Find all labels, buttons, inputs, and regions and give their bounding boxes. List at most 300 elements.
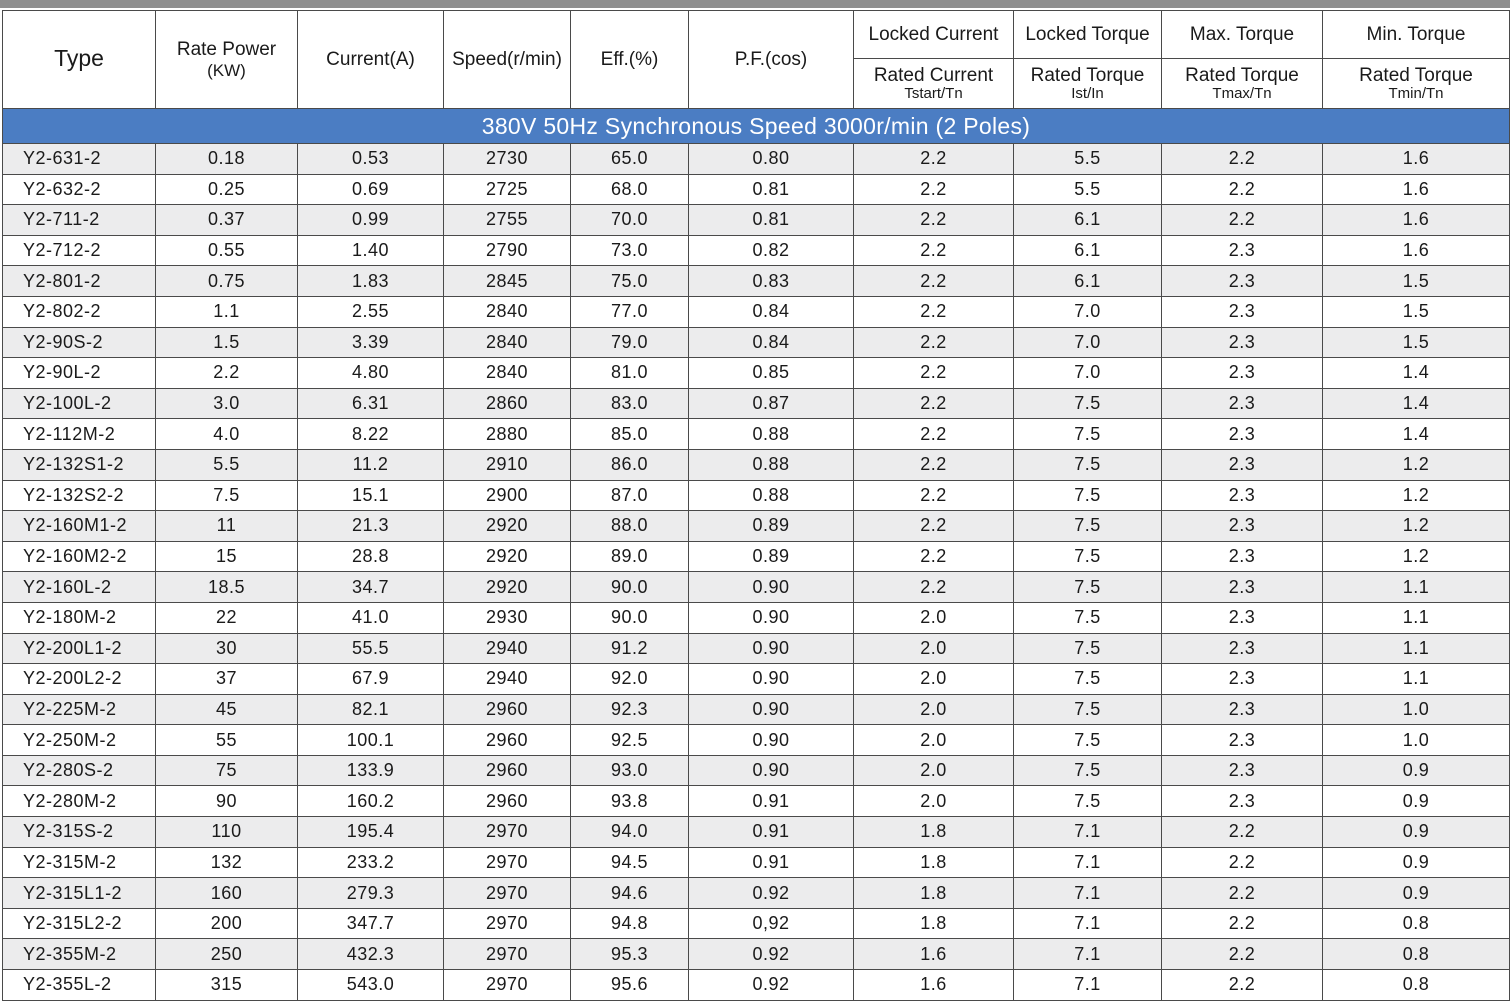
cell-locked-current: 2.2: [854, 327, 1014, 358]
cell-type: Y2-315L2-2: [3, 908, 156, 939]
cell-locked-torque: 7.5: [1014, 480, 1162, 511]
cell-eff: 89.0: [571, 541, 689, 572]
header-locked-torque-sub: Ist/In: [1071, 84, 1104, 102]
cell-locked-torque: 7.5: [1014, 602, 1162, 633]
cell-pf: 0.90: [689, 664, 854, 695]
cell-max-torque: 2.2: [1162, 908, 1323, 939]
cell-speed: 2840: [444, 358, 571, 389]
cell-locked-torque: 6.1: [1014, 205, 1162, 236]
cell-min-torque: 1.6: [1323, 235, 1510, 266]
cell-min-torque: 0.9: [1323, 847, 1510, 878]
cell-speed: 2730: [444, 144, 571, 175]
cell-eff: 70.0: [571, 205, 689, 236]
cell-current: 67.9: [298, 664, 444, 695]
cell-locked-current: 2.2: [854, 480, 1014, 511]
cell-max-torque: 2.3: [1162, 419, 1323, 450]
cell-max-torque: 2.2: [1162, 817, 1323, 848]
cell-min-torque: 1.1: [1323, 664, 1510, 695]
cell-max-torque: 2.3: [1162, 694, 1323, 725]
cell-speed: 2725: [444, 174, 571, 205]
cell-rate-power: 1.5: [156, 327, 298, 358]
cell-eff: 79.0: [571, 327, 689, 358]
cell-speed: 2860: [444, 388, 571, 419]
table-row: [3, 755, 1510, 786]
cell-speed: 2845: [444, 266, 571, 297]
cell-min-torque: 1.6: [1323, 205, 1510, 236]
cell-speed: 2920: [444, 572, 571, 603]
header-speed-label: Speed(r/min): [452, 49, 562, 70]
table-row: [3, 694, 1510, 725]
table-row: [3, 388, 1510, 419]
cell-pf: 0.81: [689, 174, 854, 205]
header-current-label: Current(A): [326, 49, 415, 70]
cell-current: 543.0: [298, 970, 444, 1001]
cell-current: 2.55: [298, 296, 444, 327]
cell-rate-power: 315: [156, 970, 298, 1001]
cell-eff: 94.8: [571, 908, 689, 939]
cell-eff: 92.5: [571, 725, 689, 756]
cell-locked-torque: 7.0: [1014, 327, 1162, 358]
cell-current: 3.39: [298, 327, 444, 358]
cell-min-torque: 1.5: [1323, 296, 1510, 327]
cell-min-torque: 1.4: [1323, 388, 1510, 419]
header-eff-label: Eff.(%): [600, 49, 659, 70]
header-min-torque-bottom: [1323, 59, 1510, 109]
cell-pf: 0.91: [689, 817, 854, 848]
cell-rate-power: 5.5: [156, 449, 298, 480]
cell-locked-current: 2.2: [854, 419, 1014, 450]
cell-locked-torque: 7.5: [1014, 449, 1162, 480]
header-rate-power-line1: Rate Power: [176, 38, 277, 60]
cell-speed: 2960: [444, 694, 571, 725]
table-row: [3, 266, 1510, 297]
table-row: [3, 541, 1510, 572]
cell-type: Y2-632-2: [3, 174, 156, 205]
table-row: [3, 939, 1510, 970]
cell-pf: 0.81: [689, 205, 854, 236]
table-row: [3, 449, 1510, 480]
cell-eff: 95.3: [571, 939, 689, 970]
table-row: [3, 664, 1510, 695]
cell-speed: 2970: [444, 847, 571, 878]
cell-current: 28.8: [298, 541, 444, 572]
cell-eff: 94.6: [571, 878, 689, 909]
table-row: [3, 144, 1510, 175]
cell-min-torque: 1.1: [1323, 602, 1510, 633]
cell-type: Y2-711-2: [3, 205, 156, 236]
cell-current: 34.7: [298, 572, 444, 603]
cell-max-torque: 2.2: [1162, 970, 1323, 1001]
cell-pf: 0.90: [689, 694, 854, 725]
header-max-torque-ratio: Rated Torque: [1185, 64, 1299, 86]
cell-min-torque: 1.2: [1323, 511, 1510, 542]
cell-locked-current: 2.0: [854, 786, 1014, 817]
header-eff: [571, 11, 689, 109]
cell-speed: 2920: [444, 541, 571, 572]
cell-min-torque: 1.4: [1323, 358, 1510, 389]
header-rate-power: [156, 11, 298, 109]
table-row: [3, 174, 1510, 205]
cell-eff: 65.0: [571, 144, 689, 175]
cell-locked-current: 2.2: [854, 144, 1014, 175]
cell-type: Y2-225M-2: [3, 694, 156, 725]
cell-max-torque: 2.2: [1162, 847, 1323, 878]
cell-max-torque: 2.2: [1162, 939, 1323, 970]
cell-locked-current: 2.0: [854, 755, 1014, 786]
cell-locked-torque: 7.5: [1014, 755, 1162, 786]
header-max-torque-sub: Tmax/Tn: [1212, 84, 1272, 102]
cell-min-torque: 1.2: [1323, 480, 1510, 511]
cell-eff: 87.0: [571, 480, 689, 511]
cell-rate-power: 0.25: [156, 174, 298, 205]
cell-current: 100.1: [298, 725, 444, 756]
cell-current: 4.80: [298, 358, 444, 389]
cell-locked-current: 2.2: [854, 388, 1014, 419]
cell-min-torque: 1.0: [1323, 725, 1510, 756]
cell-eff: 68.0: [571, 174, 689, 205]
motor-spec-table: [2, 10, 1510, 1001]
cell-pf: 0.88: [689, 419, 854, 450]
cell-min-torque: 0.9: [1323, 817, 1510, 848]
cell-locked-current: 2.2: [854, 266, 1014, 297]
cell-type: Y2-180M-2: [3, 602, 156, 633]
cell-speed: 2790: [444, 235, 571, 266]
cell-max-torque: 2.3: [1162, 541, 1323, 572]
cell-locked-torque: 7.1: [1014, 817, 1162, 848]
cell-speed: 2960: [444, 786, 571, 817]
cell-max-torque: 2.3: [1162, 786, 1323, 817]
cell-max-torque: 2.3: [1162, 449, 1323, 480]
cell-pf: 0.92: [689, 970, 854, 1001]
cell-type: Y2-90S-2: [3, 327, 156, 358]
cell-type: Y2-280M-2: [3, 786, 156, 817]
cell-max-torque: 2.3: [1162, 388, 1323, 419]
cell-pf: 0.89: [689, 541, 854, 572]
cell-locked-current: 1.8: [854, 847, 1014, 878]
cell-type: Y2-90L-2: [3, 358, 156, 389]
cell-locked-torque: 5.5: [1014, 144, 1162, 175]
table-row: [3, 235, 1510, 266]
cell-speed: 2940: [444, 664, 571, 695]
cell-type: Y2-631-2: [3, 144, 156, 175]
cell-speed: 2970: [444, 817, 571, 848]
table-body: [3, 109, 1510, 1001]
cell-pf: 0.90: [689, 755, 854, 786]
cell-locked-torque: 7.5: [1014, 419, 1162, 450]
header-min-torque-ratio: Rated Torque: [1359, 64, 1473, 86]
table-row: [3, 725, 1510, 756]
table-row: [3, 511, 1510, 542]
cell-pf: 0.92: [689, 878, 854, 909]
cell-current: 0.69: [298, 174, 444, 205]
cell-min-torque: 1.5: [1323, 266, 1510, 297]
cell-type: Y2-315M-2: [3, 847, 156, 878]
cell-max-torque: 2.3: [1162, 755, 1323, 786]
cell-max-torque: 2.3: [1162, 511, 1323, 542]
cell-eff: 81.0: [571, 358, 689, 389]
cell-current: 41.0: [298, 602, 444, 633]
cell-type: Y2-712-2: [3, 235, 156, 266]
cell-type: Y2-100L-2: [3, 388, 156, 419]
cell-max-torque: 2.3: [1162, 327, 1323, 358]
cell-min-torque: 1.4: [1323, 419, 1510, 450]
table-row: [3, 327, 1510, 358]
cell-current: 160.2: [298, 786, 444, 817]
table-header: [3, 11, 1510, 109]
cell-speed: 2970: [444, 939, 571, 970]
table-row: [3, 817, 1510, 848]
cell-locked-torque: 7.5: [1014, 633, 1162, 664]
cell-locked-torque: 7.5: [1014, 511, 1162, 542]
cell-current: 82.1: [298, 694, 444, 725]
header-locked-current-sub: Tstart/Tn: [904, 84, 963, 102]
cell-min-torque: 1.2: [1323, 449, 1510, 480]
cell-pf: 0.89: [689, 511, 854, 542]
cell-locked-torque: 6.1: [1014, 266, 1162, 297]
cell-current: 55.5: [298, 633, 444, 664]
header-type: [3, 11, 156, 109]
cell-locked-current: 1.8: [854, 817, 1014, 848]
table-row: [3, 633, 1510, 664]
cell-min-torque: 1.6: [1323, 144, 1510, 175]
header-max-torque-top: Max. Torque: [1162, 11, 1323, 59]
cell-current: 133.9: [298, 755, 444, 786]
cell-eff: 93.8: [571, 786, 689, 817]
cell-type: Y2-315L1-2: [3, 878, 156, 909]
cell-type: Y2-355L-2: [3, 970, 156, 1001]
cell-rate-power: 37: [156, 664, 298, 695]
cell-type: Y2-802-2: [3, 296, 156, 327]
cell-rate-power: 15: [156, 541, 298, 572]
cell-type: Y2-200L1-2: [3, 633, 156, 664]
table-row: [3, 970, 1510, 1001]
cell-current: 21.3: [298, 511, 444, 542]
top-border-bar: [0, 0, 1510, 8]
cell-locked-torque: 7.5: [1014, 388, 1162, 419]
cell-locked-current: 2.0: [854, 664, 1014, 695]
cell-rate-power: 0.55: [156, 235, 298, 266]
cell-eff: 88.0: [571, 511, 689, 542]
cell-type: Y2-160M2-2: [3, 541, 156, 572]
cell-min-torque: 0.9: [1323, 755, 1510, 786]
section-band-row: [3, 109, 1510, 144]
cell-locked-torque: 7.0: [1014, 358, 1162, 389]
header-locked-torque-bottom: [1014, 59, 1162, 109]
cell-speed: 2900: [444, 480, 571, 511]
cell-type: Y2-132S2-2: [3, 480, 156, 511]
table-row: [3, 205, 1510, 236]
cell-max-torque: 2.2: [1162, 878, 1323, 909]
cell-rate-power: 0.18: [156, 144, 298, 175]
cell-locked-current: 1.6: [854, 939, 1014, 970]
cell-min-torque: 1.2: [1323, 541, 1510, 572]
cell-pf: 0.88: [689, 449, 854, 480]
cell-type: Y2-801-2: [3, 266, 156, 297]
cell-rate-power: 0.37: [156, 205, 298, 236]
cell-locked-torque: 7.0: [1014, 296, 1162, 327]
cell-locked-current: 2.2: [854, 511, 1014, 542]
cell-locked-torque: 6.1: [1014, 235, 1162, 266]
cell-rate-power: 22: [156, 602, 298, 633]
cell-rate-power: 90: [156, 786, 298, 817]
cell-type: Y2-280S-2: [3, 755, 156, 786]
cell-pf: 0.83: [689, 266, 854, 297]
header-locked-current-ratio: Rated Current: [873, 64, 994, 86]
table-row: [3, 786, 1510, 817]
cell-current: 0.99: [298, 205, 444, 236]
cell-pf: 0.84: [689, 327, 854, 358]
cell-pf: 0.91: [689, 786, 854, 817]
table-row: [3, 296, 1510, 327]
section-title: 380V 50Hz Synchronous Speed 3000r/min (2 Poles): [3, 109, 1510, 144]
cell-type: Y2-112M-2: [3, 419, 156, 450]
cell-max-torque: 2.3: [1162, 266, 1323, 297]
cell-rate-power: 45: [156, 694, 298, 725]
cell-locked-torque: 7.5: [1014, 725, 1162, 756]
cell-min-torque: 1.6: [1323, 174, 1510, 205]
cell-max-torque: 2.3: [1162, 480, 1323, 511]
cell-speed: 2970: [444, 908, 571, 939]
cell-pf: 0.91: [689, 847, 854, 878]
cell-speed: 2940: [444, 633, 571, 664]
header-locked-current-bottom: [854, 59, 1014, 109]
header-min-torque-sub: Tmin/Tn: [1388, 84, 1444, 102]
cell-pf: 0.92: [689, 939, 854, 970]
cell-rate-power: 0.75: [156, 266, 298, 297]
cell-rate-power: 4.0: [156, 419, 298, 450]
cell-current: 347.7: [298, 908, 444, 939]
header-pf: [689, 11, 854, 109]
cell-pf: 0.90: [689, 572, 854, 603]
cell-rate-power: 110: [156, 817, 298, 848]
cell-max-torque: 2.2: [1162, 205, 1323, 236]
cell-type: Y2-200L2-2: [3, 664, 156, 695]
cell-pf: 0.80: [689, 144, 854, 175]
cell-pf: 0.82: [689, 235, 854, 266]
table-row: [3, 602, 1510, 633]
cell-eff: 93.0: [571, 755, 689, 786]
cell-max-torque: 2.3: [1162, 235, 1323, 266]
cell-locked-torque: 7.1: [1014, 878, 1162, 909]
cell-max-torque: 2.3: [1162, 572, 1323, 603]
cell-rate-power: 11: [156, 511, 298, 542]
cell-max-torque: 2.3: [1162, 602, 1323, 633]
cell-rate-power: 250: [156, 939, 298, 970]
cell-rate-power: 7.5: [156, 480, 298, 511]
cell-eff: 83.0: [571, 388, 689, 419]
cell-eff: 90.0: [571, 572, 689, 603]
header-type-label: Type: [54, 45, 104, 71]
cell-eff: 77.0: [571, 296, 689, 327]
cell-min-torque: 1.1: [1323, 633, 1510, 664]
cell-speed: 2970: [444, 970, 571, 1001]
header-rate-power-line2: (KW): [207, 60, 246, 80]
cell-locked-current: 2.2: [854, 296, 1014, 327]
header-max-torque-bottom: [1162, 59, 1323, 109]
cell-locked-current: 1.8: [854, 908, 1014, 939]
cell-speed: 2755: [444, 205, 571, 236]
cell-pf: 0.87: [689, 388, 854, 419]
cell-locked-current: 2.2: [854, 358, 1014, 389]
cell-eff: 75.0: [571, 266, 689, 297]
cell-locked-current: 2.2: [854, 449, 1014, 480]
cell-locked-current: 2.2: [854, 541, 1014, 572]
cell-eff: 86.0: [571, 449, 689, 480]
cell-current: 233.2: [298, 847, 444, 878]
cell-locked-current: 2.2: [854, 572, 1014, 603]
cell-current: 195.4: [298, 817, 444, 848]
cell-current: 1.83: [298, 266, 444, 297]
cell-locked-current: 2.0: [854, 694, 1014, 725]
cell-rate-power: 18.5: [156, 572, 298, 603]
cell-max-torque: 2.3: [1162, 664, 1323, 695]
cell-current: 279.3: [298, 878, 444, 909]
cell-pf: 0.85: [689, 358, 854, 389]
cell-pf: 0,92: [689, 908, 854, 939]
cell-rate-power: 1.1: [156, 296, 298, 327]
cell-eff: 73.0: [571, 235, 689, 266]
cell-eff: 94.5: [571, 847, 689, 878]
cell-min-torque: 1.1: [1323, 572, 1510, 603]
table-row: [3, 358, 1510, 389]
cell-locked-current: 2.0: [854, 725, 1014, 756]
cell-max-torque: 2.3: [1162, 358, 1323, 389]
cell-pf: 0.90: [689, 602, 854, 633]
table-row: [3, 572, 1510, 603]
cell-current: 6.31: [298, 388, 444, 419]
cell-locked-torque: 7.1: [1014, 970, 1162, 1001]
cell-max-torque: 2.2: [1162, 174, 1323, 205]
cell-eff: 94.0: [571, 817, 689, 848]
cell-type: Y2-250M-2: [3, 725, 156, 756]
cell-min-torque: 0.8: [1323, 939, 1510, 970]
header-current: [298, 11, 444, 109]
table-row: [3, 908, 1510, 939]
cell-rate-power: 3.0: [156, 388, 298, 419]
table-row: [3, 878, 1510, 909]
cell-locked-current: 2.2: [854, 205, 1014, 236]
cell-pf: 0.84: [689, 296, 854, 327]
cell-eff: 90.0: [571, 602, 689, 633]
cell-speed: 2920: [444, 511, 571, 542]
cell-eff: 92.0: [571, 664, 689, 695]
cell-locked-torque: 7.5: [1014, 541, 1162, 572]
cell-min-torque: 1.5: [1323, 327, 1510, 358]
cell-type: Y2-355M-2: [3, 939, 156, 970]
header-speed: [444, 11, 571, 109]
cell-locked-torque: 7.1: [1014, 847, 1162, 878]
cell-speed: 2880: [444, 419, 571, 450]
cell-max-torque: 2.3: [1162, 725, 1323, 756]
cell-min-torque: 0.9: [1323, 786, 1510, 817]
cell-speed: 2910: [444, 449, 571, 480]
header-locked-current-top: Locked Current: [854, 11, 1014, 59]
cell-speed: 2960: [444, 755, 571, 786]
cell-speed: 2840: [444, 296, 571, 327]
cell-min-torque: 0.9: [1323, 878, 1510, 909]
header-locked-torque-ratio: Rated Torque: [1030, 64, 1145, 86]
cell-eff: 95.6: [571, 970, 689, 1001]
cell-pf: 0.90: [689, 725, 854, 756]
cell-locked-current: 2.0: [854, 633, 1014, 664]
cell-type: Y2-160M1-2: [3, 511, 156, 542]
table-row: [3, 419, 1510, 450]
cell-current: 8.22: [298, 419, 444, 450]
cell-locked-torque: 5.5: [1014, 174, 1162, 205]
cell-rate-power: 2.2: [156, 358, 298, 389]
header-pf-label: P.F.(cos): [734, 49, 808, 70]
cell-type: Y2-160L-2: [3, 572, 156, 603]
